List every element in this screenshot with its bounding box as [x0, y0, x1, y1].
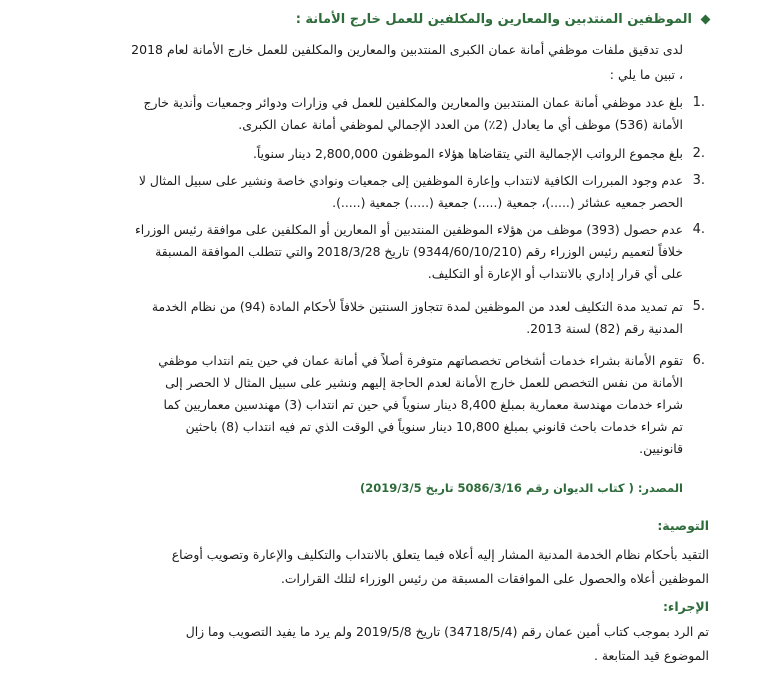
finding-number: .3 [692, 173, 705, 188]
finding-item-1 [22, 92, 705, 136]
finding-number: .6 [692, 353, 705, 368]
finding-line: تم شراء خدمات باحث قانوني بمبلغ 10,800 دينار سنوياً في الوقت الذي تم فيه انتداب (8) باحثين [185, 419, 683, 434]
finding-item-6 [22, 350, 705, 460]
finding-item-2 [22, 143, 705, 165]
finding-line: الأمانة من نفس التخصص للعمل خارج الأمانة لعدم الحاجة إليهم ونشير على سبيل المثال لا الحصر إلى [165, 375, 683, 390]
finding-line: تقوم الأمانة بشراء خدمات أشخاص تخصصاتهم متوفرة أصلاً في أمانة عمان في حين يتم انتداب موظفي [158, 353, 683, 368]
procedure-line: تم الرد بموجب كتاب أمين عمان رقم (34718/5/4) تاريخ 2019/5/8 ولم يرد ما يفيد التصويب وما زال [185, 624, 709, 639]
source-note: المصدر: ( كتاب الديوان رقم 5086/3/16 تاريخ 2019/3/5) [359, 481, 683, 495]
diamond-bullet-icon [701, 15, 711, 25]
section-heading-row [296, 12, 709, 27]
finding-number: .2 [692, 146, 705, 161]
finding-line: قانونيين. [639, 441, 683, 456]
procedure-body [22, 620, 709, 668]
recommendation-line: التقيد بأحكام نظام الخدمة المدنية المشار إليه أعلاه فيما يتعلق بالانتداب والتكليف والإعارة وتصويب أوضاع [171, 547, 709, 562]
finding-number: .5 [692, 299, 705, 314]
finding-number: .4 [692, 222, 705, 237]
finding-line: الحصر جمعيه عشائر (.....)، جمعية (.....) جمعية (.....) جمعية (.....). [332, 195, 683, 210]
finding-item-5 [22, 296, 705, 340]
finding-item-3 [22, 170, 705, 214]
finding-item-4 [22, 219, 705, 285]
finding-line: خلافاً لتعميم رئيس الوزراء رقم (9344/60/10/210) تاريخ 2018/3/28 والتي تتطلب الموافقة المسبقة [155, 244, 683, 259]
finding-line: بلغ عدد موظفي أمانة عمان المنتدبين والمعارين والمكلفين للعمل في وزارات ودوائر وجمعيات وأندية خارج [143, 95, 683, 110]
finding-number: .1 [692, 95, 705, 110]
finding-line: الأمانة (536) موظف أي ما يعادل (2٪) من العدد الإجمالي لموظفي أمانة عمان الكبرى. [238, 117, 683, 132]
finding-line: المدنية رقم (82) لسنة 2013. [526, 321, 683, 336]
recommendation-body [22, 543, 709, 591]
recommendation-title: التوصية: [657, 518, 709, 533]
section-heading: الموظفين المنتدبين والمعارين والمكلفين للعمل خارج الأمانة : [295, 12, 692, 27]
procedure-title: الإجراء: [662, 599, 709, 614]
procedure-line: الموضوع قيد المتابعة . [594, 648, 709, 663]
finding-line: عدم حصول (393) موظف من هؤلاء الموظفين المنتدبين أو المعارين أو المكلفين على موافقة رئيس الوزراء [134, 222, 683, 237]
recommendation-line: الموظفين أعلاه والحصول على الموافقات المسبقة من رئيس الوزراء لتلك القرارات. [280, 571, 709, 586]
finding-line: على أي قرار إداري بالانتداب أو الإعارة أو التكليف. [427, 266, 683, 281]
finding-line: بلغ مجموع الرواتب الإجمالية التي يتقاضاها هؤلاء الموظفون 2,800,000 دينار سنوياً. [252, 146, 683, 161]
finding-line: تم تمديد مدة التكليف لعدد من الموظفين لمدة تتجاوز السنتين خلافاً لأحكام المادة (94) من نظام الخدمة [151, 299, 683, 314]
finding-line: عدم وجود المبررات الكافية لانتداب وإعارة الموظفين إلى جمعيات ونوادي خاصة ونشير على سبيل المثال لا [138, 173, 683, 188]
finding-line: شراء خدمات مهندسة معمارية بمبلغ 8,400 دينار سنوياً في حين تم انتداب (3) مهندسين معماريين كما [163, 397, 683, 412]
intro-line-1: لدى تدقيق ملفات موظفي أمانة عمان الكبرى المنتدبين والمعارين والمكلفين للعمل خارج الأمانة لعام 2018 [131, 42, 683, 57]
intro-line-2: ، تبين ما يلي : [609, 67, 683, 82]
